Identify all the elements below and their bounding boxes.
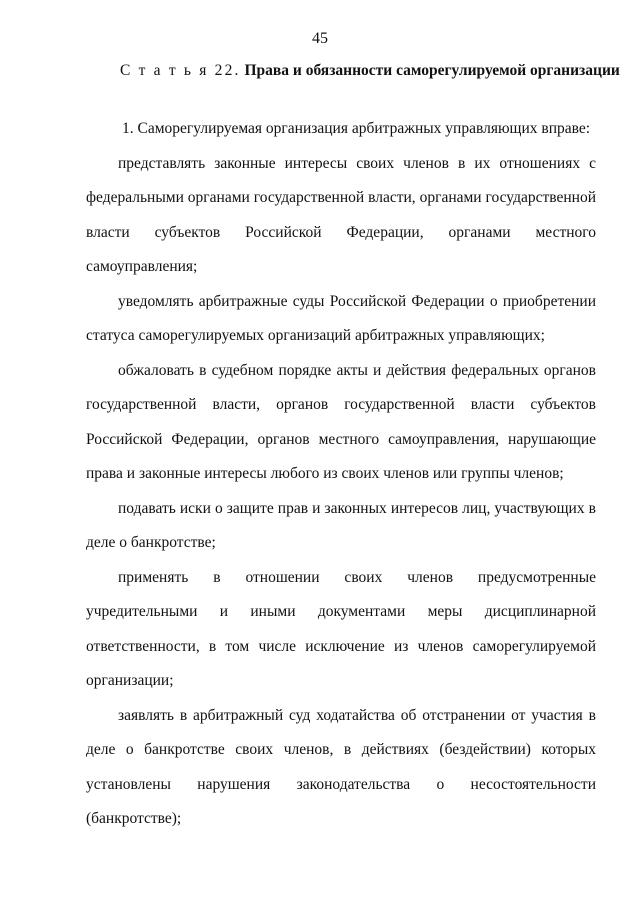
paragraph: уведомлять арбитражные суды Российской Федерации о приобретении статуса саморегулируемых организаций арбитражных управляющих;: [86, 292, 596, 344]
paragraph: представлять законные интересы своих членов в их отношениях с федеральными органами государственной власти, органами государственной власти субъектов Российской Федерации, органами местного самоуправления;: [86, 154, 596, 275]
paragraph: подавать иски о защите прав и законных интересов лиц, участвующих в деле о банкротстве;: [86, 499, 596, 551]
article-label: С т а т ь я 22.: [120, 62, 241, 79]
article-heading: [120, 62, 620, 80]
paragraph: применять в отношении своих членов предусмотренные учредительными и иными документами меры дисциплинарной ответственности, в том числе исключение из членов саморегулируемой организации;: [86, 568, 596, 689]
paragraph: обжаловать в судебном порядке акты и действия федеральных органов государственной власти, органов государственной власти субъектов Российской Федерации, органов местного самоуправления, нарушающие права и законные интересы любого из своих членов или группы членов;: [86, 361, 596, 482]
paragraph: 1. Саморегулируемая организация арбитражных управляющих вправе:: [122, 120, 591, 137]
page-number: 45: [312, 30, 328, 47]
article-title: Права и обязанности саморегулируемой организации: [244, 62, 620, 79]
page-top-mark: [300, 0, 322, 4]
article-body: [86, 112, 596, 837]
paragraph: заявлять в арбитражный суд ходатайства об отстранении от участия в деле о банкротстве своих членов, в действиях (бездействии) которых установлены нарушения законодательства о несостоятельности (банкротстве);: [86, 706, 596, 827]
